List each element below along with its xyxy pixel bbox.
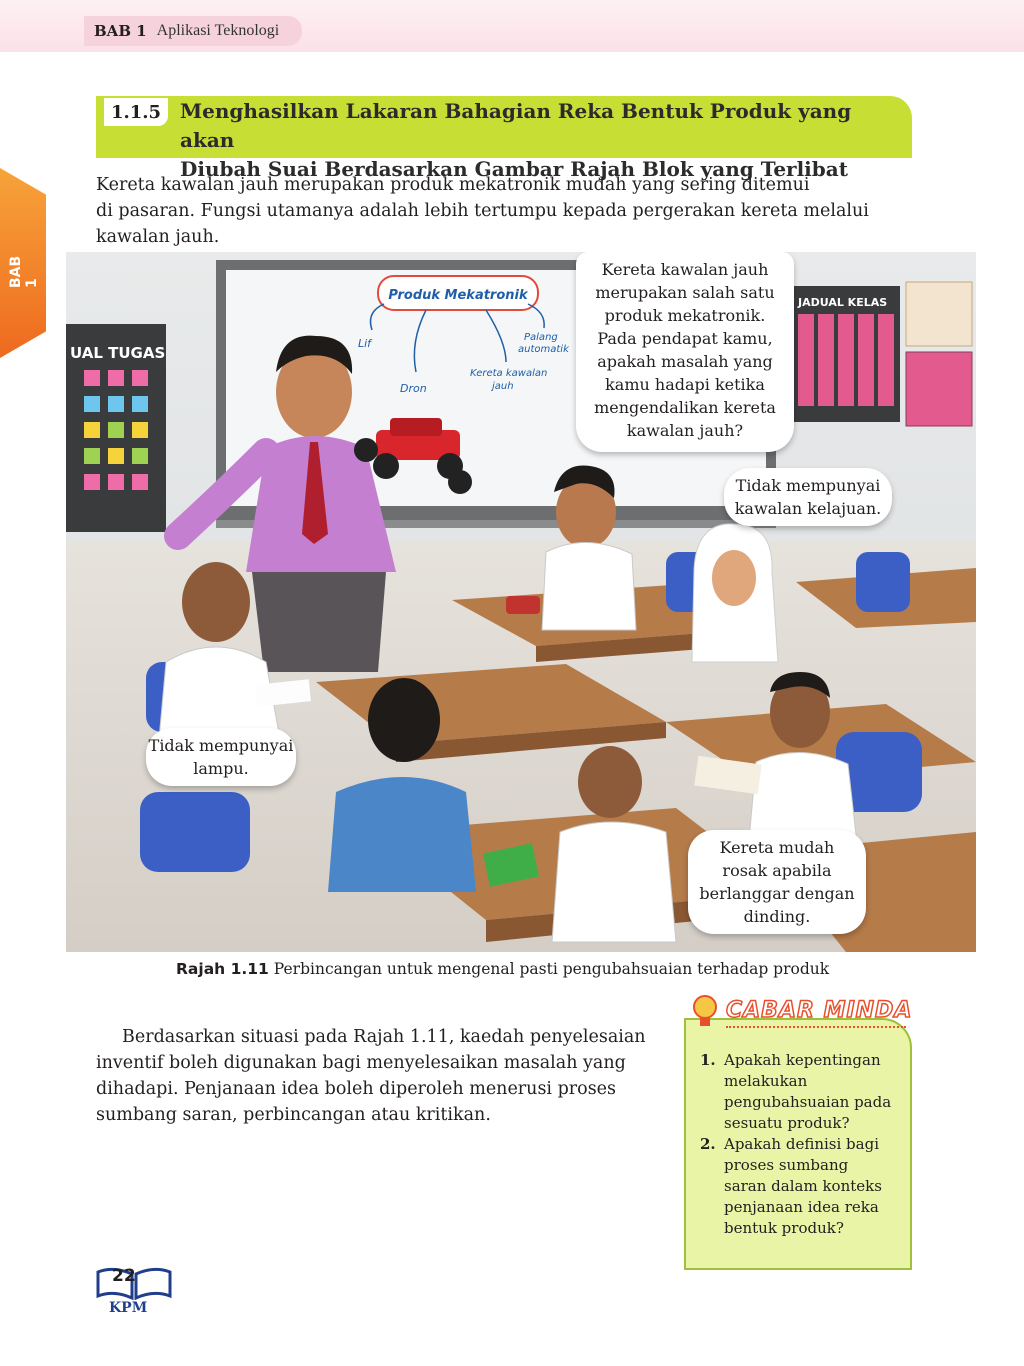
question-line: saran dalam konteks xyxy=(724,1177,882,1195)
question-line: sesuatu produk? xyxy=(724,1114,850,1132)
text-line: sumbang saran, perbincangan atau kritikan. xyxy=(96,1105,491,1125)
chapter-header xyxy=(84,16,302,46)
section-title-line: Diubah Suai Berdasarkan Gambar Rajah Blok yang Terlibat xyxy=(180,157,848,181)
chapter-title: Aplikasi Teknologi xyxy=(156,22,280,39)
cabar-minda-questions xyxy=(700,1050,900,1239)
text-line: di pasaran. Fungsi utamanya adalah lebih tertumpu kepada pergerakan kereta melalui xyxy=(96,201,869,221)
text-line: Berdasarkan situasi pada Rajah 1.11, kaedah penyelesaian xyxy=(122,1027,646,1047)
bubble-line: Kereta mudah xyxy=(719,838,835,857)
mindmap-title: Produk Mekatronik xyxy=(388,288,528,303)
section-title xyxy=(180,97,900,184)
cabar-minda-title: CABAR MINDA xyxy=(726,998,913,1023)
question-line: Apakah kepentingan xyxy=(724,1051,881,1069)
cabar-minda-divider xyxy=(726,1026,906,1028)
side-tab-label: BAB 1 xyxy=(8,255,40,288)
pencil-case xyxy=(506,596,540,614)
bubble-line: kawalan jauh? xyxy=(626,421,744,440)
question-item xyxy=(700,1134,900,1239)
caption-label: Rajah 1.11 xyxy=(176,960,269,978)
speech-bubble-student-1 xyxy=(724,468,892,526)
bubble-line: produk mekatronik. xyxy=(604,306,766,325)
question-item xyxy=(700,1050,900,1134)
question-line: proses sumbang xyxy=(724,1156,849,1174)
bubble-line: mengendalikan kereta xyxy=(594,398,776,417)
page-number: 22 xyxy=(112,1266,136,1286)
text-line: Kereta kawalan jauh merupakan produk mekatronik mudah yang sering ditemui xyxy=(96,175,810,195)
question-text xyxy=(724,1050,891,1134)
bubble-line: dinding. xyxy=(743,907,811,926)
bubble-line: berlanggar dengan xyxy=(699,884,855,903)
speech-bubble-student-3 xyxy=(688,830,866,934)
mindmap-item: jauh xyxy=(492,381,514,392)
bubble-line: apakah masalah yang xyxy=(597,352,773,371)
text-line: dihadapi. Penjanaan idea boleh diperoleh menerusi proses xyxy=(96,1079,617,1099)
mindmap-item: automatik xyxy=(518,344,569,355)
bubble-line: rosak apabila xyxy=(722,861,832,880)
bubble-line: kawalan kelajuan. xyxy=(734,499,882,518)
question-text xyxy=(724,1134,882,1239)
jadual-kelas-label: JADUAL KELAS xyxy=(798,296,888,309)
bubble-line: Kereta kawalan jauh xyxy=(601,260,769,279)
mindmap-item: Dron xyxy=(400,382,427,395)
question-number: 2. xyxy=(700,1135,716,1153)
body-paragraph xyxy=(96,1024,676,1128)
section-title-line: Menghasilkan Lakaran Bahagian Reka Bentuk Produk yang akan xyxy=(180,99,852,152)
mindmap-item: Kereta kawalan xyxy=(470,368,548,379)
kpm-logo-text: KPM xyxy=(109,1300,148,1316)
text-line: inventif boleh digunakan bagi menyelesaikan masalah yang xyxy=(96,1053,626,1073)
lightbulb-icon xyxy=(690,994,720,1030)
bubble-line: Tidak mempunyai xyxy=(148,736,294,755)
speech-bubble-teacher xyxy=(576,252,794,452)
question-line: penjanaan idea reka xyxy=(724,1198,879,1216)
mindmap-item: Lif xyxy=(358,337,372,350)
bubble-line: Pada pendapat kamu, xyxy=(597,329,773,348)
chapter-label: BAB 1 xyxy=(94,22,147,40)
mindmap-item: Palang xyxy=(524,332,558,343)
bubble-line: lampu. xyxy=(193,759,249,778)
question-line: melakukan xyxy=(724,1072,808,1090)
question-line: Apakah definisi bagi xyxy=(724,1135,879,1153)
bubble-line: kamu hadapi ketika xyxy=(605,375,765,394)
classroom-illustration xyxy=(66,252,976,952)
question-line: bentuk produk? xyxy=(724,1219,844,1237)
question-number: 1. xyxy=(700,1051,716,1069)
speech-bubble-student-2 xyxy=(146,728,296,786)
caption-text: Perbincangan untuk mengenal pasti pengubahsuaian terhadap produk xyxy=(273,960,830,978)
figure-caption xyxy=(176,960,916,978)
bubble-line: merupakan salah satu xyxy=(595,283,775,302)
jadual-tugas-label: UAL TUGAS xyxy=(70,344,166,362)
question-line: pengubahsuaian pada xyxy=(724,1093,892,1111)
section-number: 1.1.5 xyxy=(104,98,168,126)
bubble-line: Tidak mempunyai xyxy=(735,476,881,495)
text-line: kawalan jauh. xyxy=(96,227,220,247)
intro-paragraph xyxy=(96,172,916,250)
